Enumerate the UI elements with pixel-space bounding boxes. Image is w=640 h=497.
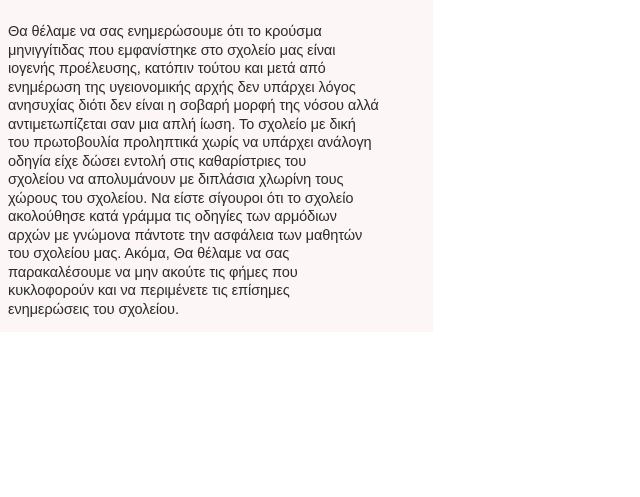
message-line-4: ενημέρωση της υγειονομικής αρχής δεν υπάρχει λόγος xyxy=(8,79,356,96)
message-line-14: παρακαλέσουμε να μην ακούτε τις φήμες που xyxy=(8,264,298,281)
message-line-7: του πρωτοβουλία προληπτικά χωρίς να υπάρχει ανάλογη xyxy=(8,135,372,151)
message-line-11: ακολούθησε κατά γράμμα τις οδηγίες των αρμόδιων xyxy=(8,209,337,225)
message-line-15: κυκλοφορούν και να περιμένετε τις επίσημες xyxy=(8,283,290,299)
message-line-16: ενημερώσεις του σχολείου. xyxy=(8,301,179,318)
message-line-1: Θα θέλαμε να σας ενημερώσουμε ότι το κρούσμα xyxy=(8,24,322,40)
message-line-6: αντιμετωπίζεται σαν μια απλή ίωση. Το σχολείο με δική xyxy=(8,116,356,133)
message-line-9: σχολείου να απολυμάνουν με διπλάσια χλωρίνη τους xyxy=(8,172,344,188)
message-line-5: ανησυχίας διότι δεν είναι η σοβαρή μορφή της νόσου αλλά xyxy=(8,98,379,114)
message-line-8: οδηγία είχε δώσει εντολή στις καθαρίστριες του xyxy=(8,153,307,170)
message-line-3: ιογενής προέλευσης, κατόπιν τούτου και μετά από xyxy=(8,61,326,77)
message-line-12: αρχών με γνώμονα πάντοτε την ασφάλεια των μαθητών xyxy=(8,227,363,244)
message-line-10: χώρους του σχολείου. Να είστε σίγουροι ότι το σχολείο xyxy=(8,190,354,207)
message-line-13: του σχολείου μας. Ακόμα, Θα θέλαμε να σας xyxy=(8,246,290,262)
message-text xyxy=(8,23,429,319)
message-panel xyxy=(0,0,433,332)
message-line-2: μηνιγγίτιδας που εμφανίστηκε στο σχολείο μας είναι xyxy=(8,42,336,59)
